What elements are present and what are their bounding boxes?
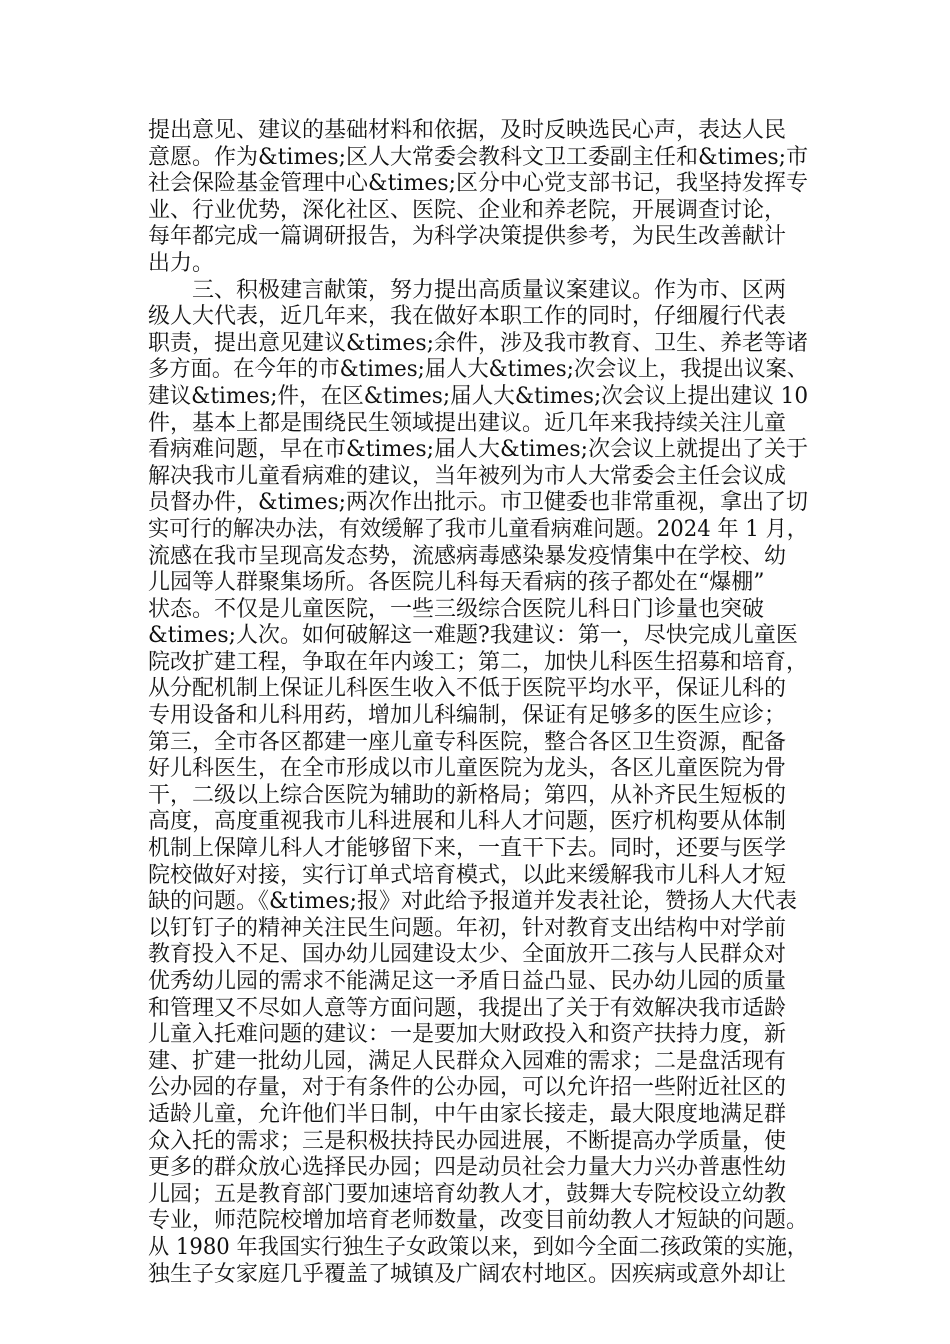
text-line: 缺的问题。《&times;报》对此给予报道并发表社论，赞扬人大代表 [148,889,798,915]
text-line: 优秀幼儿园的需求不能满足这一矛盾日益凸显、民办幼儿园的质量 [148,969,787,994]
text-line: 从 1980 年我国实行独生子女政策以来，到如今全面二孩政策的实施， [148,1234,808,1260]
text-line: 员督办件，&times;两次作出批示。市卫健委也非常重视，拿出了切 [148,490,809,516]
text-line: 机制上保障儿科人才能够留下来，一直干下去。同时，还要与医学 [148,836,787,862]
text-line: 独生子女家庭几乎覆盖了城镇及广阔农村地区。因疾病或意外却让 [148,1261,787,1287]
text-line: 以钉钉子的精神关注民生问题。年初，针对教育支出结构中对学前 [148,915,787,941]
text-line: 和管理又不尽如人意等方面问题，我提出了关于有效解决我市适龄 [148,995,787,1021]
text-line: 三、积极建言献策，努力提出高质量议案建议。作为市、区两 [148,277,787,303]
text-line: 高度，高度重视我市儿科进展和儿科人才问题，医疗机构要从体制 [148,809,787,835]
text-line: 教育投入不足、国办幼儿园建设太少、全面放开二孩与人民群众对 [148,942,787,968]
text-line: 实可行的解决办法，有效缓解了我市儿童看病难问题。2024 年 1 月， [148,516,808,542]
text-line: 社会保险基金管理中心&times;区分中心党支部书记，我坚持发挥专 [148,171,809,197]
text-line: 干，二级以上综合医院为辅助的新格局；第四，从补齐民生短板的 [148,782,787,808]
text-line: 适龄儿童，允许他们半日制，中午由家长接走，最大限度地满足群 [148,1101,787,1127]
text-line: 职责，提出意见建议&times;余件，涉及我市教育、卫生、养老等诸 [148,330,809,356]
text-line: 院改扩建工程，争取在年内竣工；第二，加快儿科医生招募和培育， [148,649,809,675]
text-line: 第三，全市各区都建一座儿童专科医院，整合各区卫生资源，配备 [148,729,787,755]
text-line: 院校做好对接，实行订单式培育模式，以此来缓解我市儿科人才短 [148,862,787,888]
body-text [148,118,808,1288]
text-line: 好儿科医生，在全市形成以市儿童医院为龙头，各区儿童医院为骨 [148,756,787,782]
text-line: 状态。不仅是儿童医院，一些三级综合医院儿科日门诊量也突破 [148,596,765,622]
text-line: 建、扩建一批幼儿园，满足人民群众入园难的需求；二是盘活现有 [148,1048,787,1074]
text-line: 流感在我市呈现高发态势，流感病毒感染暴发疫情集中在学校、幼 [148,543,787,569]
text-line: 儿园；五是教育部门要加速培育幼教人才，鼓舞大专院校设立幼教 [148,1181,787,1207]
text-line: 看病难问题，早在市&times;届人大&times;次会议上就提出了关于 [148,437,809,463]
text-line: 意愿。作为&times;区人大常委会教科文卫工委副主任和&times;市 [148,144,809,170]
text-line: 每年都完成一篇调研报告，为科学决策提供参考，为民生改善献计 [148,224,787,250]
text-line: 公办园的存量，对于有条件的公办园，可以允许招一些附近社区的 [148,1075,787,1101]
text-line: 儿园等人群聚集场所。各医院儿科每天看病的孩子都处在“爆棚” [148,570,765,596]
text-line: 解决我市儿童看病难的建议，当年被列为市人大常委会主任会议成 [148,463,787,489]
text-line: 专用设备和儿科用药，增加儿科编制，保证有足够多的医生应诊； [148,703,787,729]
text-line: 建议&times;件，在区&times;届人大&times;次会议上提出建议 10 [148,383,809,409]
text-line: 众入托的需求；三是积极扶持民办园进展，不断提高办学质量，使 [148,1128,787,1154]
text-line: 从分配机制上保证儿科医生收入不低于医院平均水平，保证儿科的 [148,676,787,702]
text-line: 件，基本上都是围绕民生领域提出建议。近几年来我持续关注儿童 [148,410,787,436]
text-line: 更多的群众放心选择民办园；四是动员社会力量大力兴办普惠性幼 [148,1155,787,1181]
text-line: 儿童入托难问题的建议：一是要加大财政投入和资产扶持力度，新 [148,1022,787,1048]
text-line: 多方面。在今年的市&times;届人大&times;次会议上，我提出议案、 [148,357,809,383]
text-line: &times;人次。如何破解这一难题?我建议：第一，尽快完成儿童医 [148,623,798,649]
text-line: 业、行业优势，深化社区、医院、企业和养老院，开展调查讨论， [148,197,787,223]
text-line: 出力。 [148,250,215,276]
text-line: 提出意见、建议的基础材料和依据，及时反映选民心声，表达人民 [148,118,787,143]
text-line: 专业，师范院校增加培育老师数量，改变目前幼教人才短缺的问题。 [148,1208,809,1234]
text-line: 级人大代表，近几年来，我在做好本职工作的同时，仔细履行代表 [148,304,787,330]
